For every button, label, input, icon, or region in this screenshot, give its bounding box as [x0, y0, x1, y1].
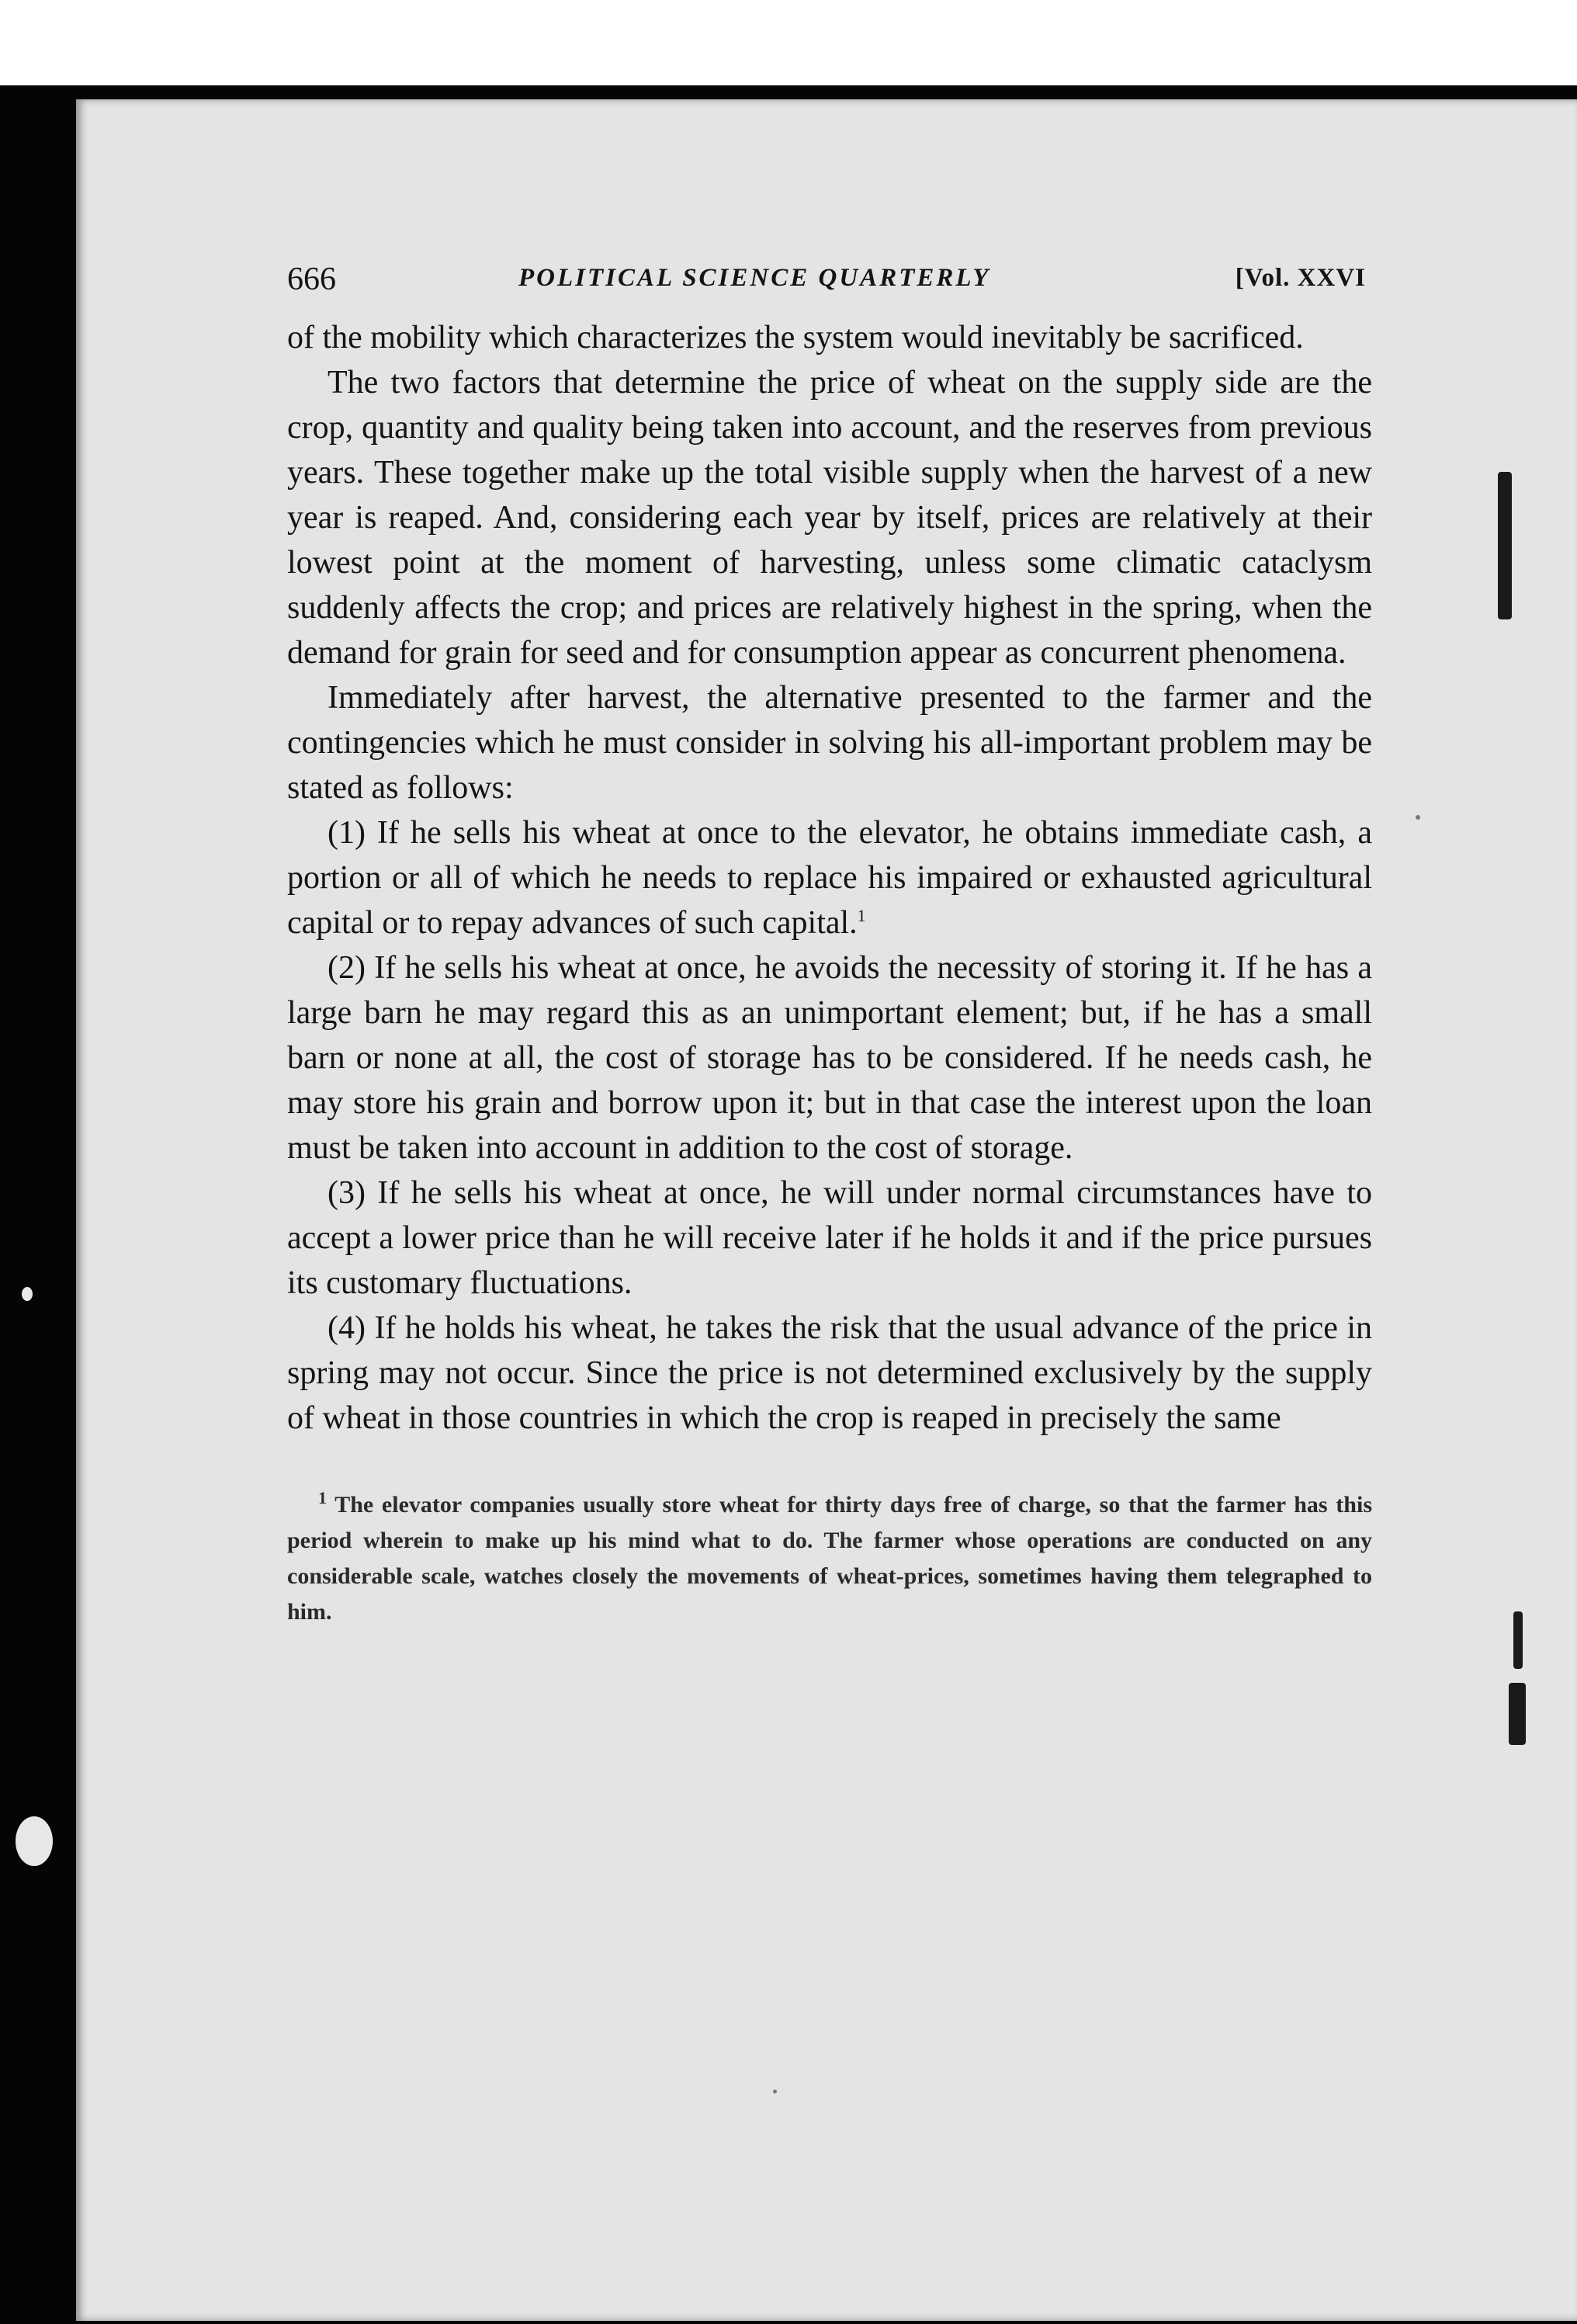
footnote-marker: 1	[318, 1488, 327, 1507]
margin-mark-bottom-2	[1509, 1683, 1526, 1745]
paragraph-point-2: (2) If he sells his wheat at once, he avoids the necessity of storing it. If he has a large barn he may regard this as an unimportant element; but, if he has a small barn or none at all, the cost of storage has to be considered. If he needs cash, he may store his grain and borrow upon it; but in that case the interest upon the loan must be taken into account in addition to the cost of storage.	[287, 950, 1372, 1166]
footnote-ref: 1	[857, 906, 866, 925]
scan-top-margin	[0, 0, 1577, 85]
paragraph-alternative: Immediately after harvest, the alternative presented to the farmer and the contingencies which he must consider in solving his all-important problem may be stated as follows:	[287, 680, 1372, 806]
body-text	[287, 315, 1372, 1441]
volume-label: [Vol. XXVI	[1235, 264, 1366, 292]
book-page	[76, 99, 1577, 2321]
scan-dot	[1416, 815, 1420, 820]
page-number: 666	[287, 262, 336, 297]
paragraph-point-3: (3) If he sells his wheat at once, he will under normal circumstances have to accept a lower price than he will receive later if he holds it and if the price pursues its customary fluctuations.	[287, 1175, 1372, 1301]
paragraph-point-1	[287, 810, 1372, 945]
scan-speck	[16, 1816, 53, 1866]
paragraph-point-4: (4) If he holds his wheat, he takes the risk that the usual advance of the price in spring may not occur. Since the price is not determined exclusively by the supply of wheat in those countries in which the crop is reaped in precisely the same	[287, 1310, 1372, 1436]
journal-title: POLITICAL SCIENCE QUARTERLY	[518, 264, 991, 292]
footnote-separator	[287, 1441, 1372, 1472]
scan-speck	[22, 1287, 33, 1301]
scan-dot	[773, 2090, 777, 2093]
point-1-text: (1) If he sells his wheat at once to the elevator, he obtains immediate cash, a portion or all of which he needs to replace his impaired or exhausted agricultural capital or to repay advances of such capital.	[287, 815, 1372, 941]
footnotes	[287, 1487, 1372, 1630]
page-content	[287, 261, 1372, 1630]
margin-mark-bottom-1	[1513, 1611, 1523, 1669]
margin-mark-top	[1498, 472, 1512, 619]
running-head	[287, 261, 1372, 315]
paragraph-supply-factors: The two factors that determine the price of wheat on the supply side are the crop, quantity and quality being taken into account, and the reserves from previous years. These together make up the total visible supply when the harvest of a new year is reaped. And, considering each year by itself, prices are relatively at their lowest point at the moment of harvesting, unless some climatic cataclysm suddenly affects the crop; and prices are relatively highest in the spring, when the demand for grain for seed and for consumption appear as concurrent phenomena.	[287, 365, 1372, 671]
paragraph-continued: of the mobility which characterizes the system would inevitably be sacrificed.	[287, 320, 1304, 356]
footnote	[287, 1487, 1372, 1630]
footnote-text: The elevator companies usually store wheat for thirty days free of charge, so that the farmer has this period wherein to make up his mind what to do. The farmer whose operations are conducted on any considerable scale, watches closely the movements of wheat-prices, sometimes having them telegraphed to him.	[287, 1492, 1372, 1625]
